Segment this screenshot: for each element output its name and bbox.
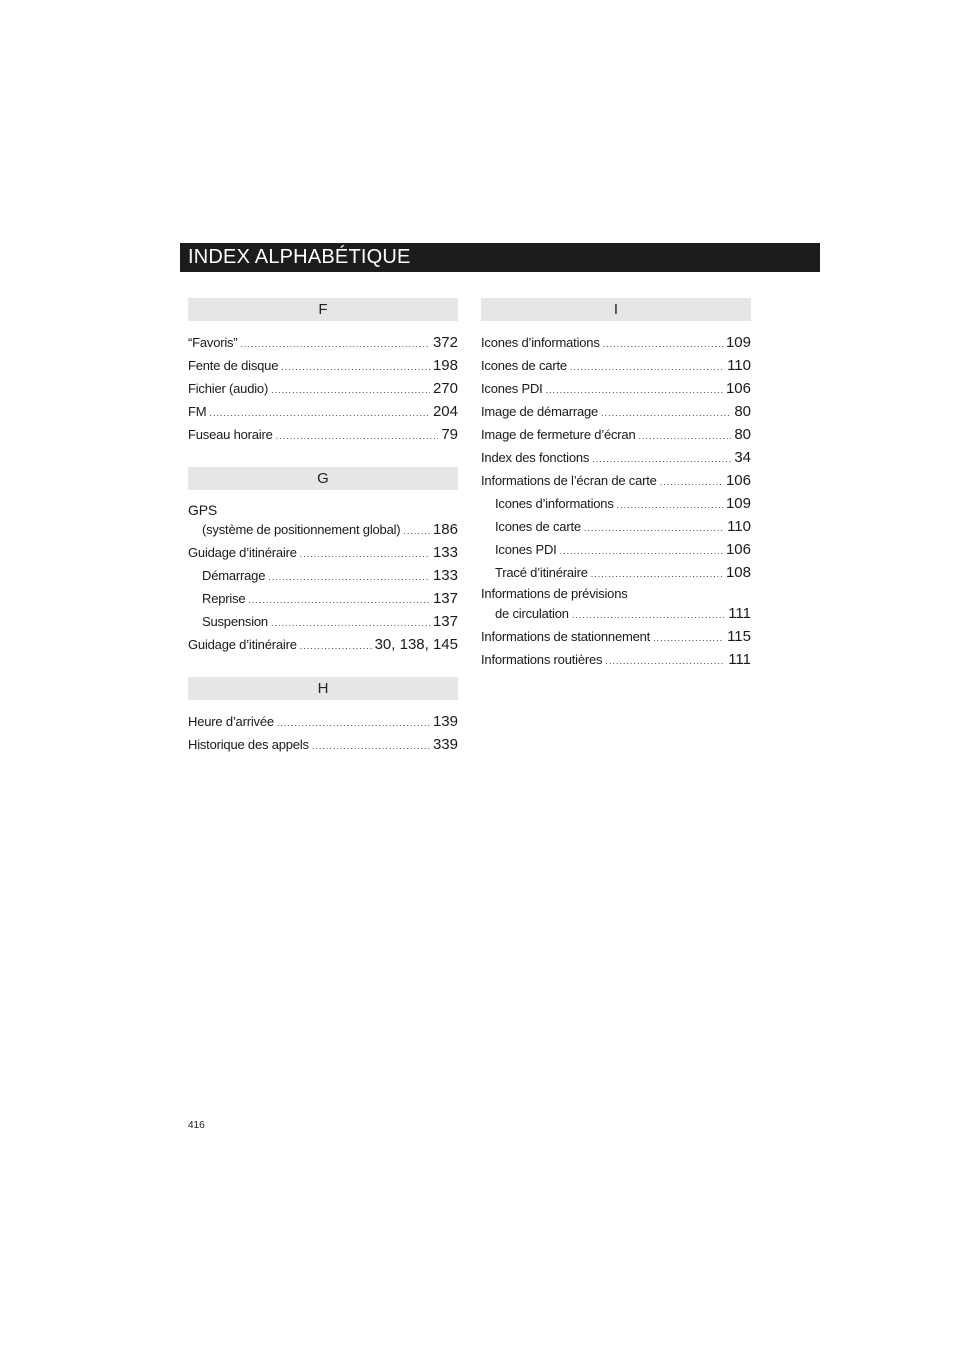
dot-leader — [276, 426, 439, 447]
entry-page: 109 — [725, 334, 751, 351]
entry-label: Icones de carte — [495, 519, 581, 534]
entry-page: 115 — [727, 628, 751, 645]
entry-heading-previsions[interactable]: Informations de prévisions — [481, 586, 628, 601]
page-number: 416 — [188, 1120, 205, 1131]
dot-leader — [639, 426, 732, 447]
section-letter-h: H — [188, 677, 458, 700]
dot-leader — [591, 564, 723, 585]
dot-leader — [209, 403, 430, 424]
entry-label: Index des fonctions — [481, 450, 590, 465]
index-subentry[interactable] — [481, 516, 751, 539]
entry-label: Démarrage — [202, 568, 266, 583]
entry-label: Fuseau horaire — [188, 427, 273, 442]
entry-page: 133 — [432, 544, 458, 561]
entry-page: 139 — [432, 713, 458, 730]
section-i-entries — [481, 332, 751, 672]
entry-label: Fichier (audio) — [188, 381, 269, 396]
dot-leader — [271, 613, 430, 634]
entry-page: 339 — [432, 736, 458, 753]
dot-leader — [300, 636, 372, 657]
index-entry[interactable] — [481, 626, 751, 649]
index-subentry[interactable] — [481, 562, 751, 585]
entry-page: 106 — [725, 472, 751, 489]
entry-label: Image de fermeture d’écran — [481, 427, 636, 442]
entry-label: Reprise — [202, 591, 246, 606]
header-bar — [180, 243, 820, 272]
entry-label: Fente de disque — [188, 358, 279, 373]
index-entry[interactable] — [188, 401, 458, 424]
entry-page: 109 — [725, 495, 751, 512]
entry-page: 137 — [432, 613, 458, 630]
index-column-left — [188, 298, 458, 757]
entry-page: 106 — [725, 380, 751, 397]
entry-label: Informations routières — [481, 652, 603, 667]
index-entry[interactable] — [188, 519, 458, 542]
entry-page: 186 — [432, 521, 458, 538]
section-f-entries — [188, 332, 458, 447]
dot-leader — [605, 651, 725, 672]
index-entry[interactable] — [481, 424, 751, 447]
dot-leader — [601, 403, 731, 424]
section-gap — [188, 657, 458, 677]
index-subentry[interactable] — [188, 565, 458, 588]
dot-leader — [300, 544, 430, 565]
entry-heading-gps[interactable]: GPS — [188, 502, 217, 518]
index-entry[interactable] — [188, 355, 458, 378]
page-title: INDEX ALPHABÉTIQUE — [188, 246, 411, 268]
index-entry[interactable] — [188, 332, 458, 355]
entry-page: 110 — [727, 518, 751, 535]
index-entry[interactable] — [481, 603, 751, 626]
dot-leader — [617, 495, 723, 516]
index-entry[interactable] — [188, 378, 458, 401]
entry-label: Suspension — [202, 614, 268, 629]
dot-leader — [603, 334, 723, 355]
entry-label: Informations de l’écran de carte — [481, 473, 657, 488]
dot-leader — [268, 567, 430, 588]
index-entry[interactable] — [481, 401, 751, 424]
entry-page: 106 — [725, 541, 751, 558]
dot-leader — [240, 334, 429, 355]
entry-page: 79 — [441, 426, 458, 443]
index-subentry[interactable] — [188, 611, 458, 634]
entry-label: “Favoris” — [188, 335, 238, 350]
entry-label: Image de démarrage — [481, 404, 599, 419]
index-entry[interactable] — [481, 355, 751, 378]
entry-label: Icones de carte — [481, 358, 567, 373]
dot-leader — [277, 713, 430, 734]
entry-page: 108 — [725, 564, 751, 581]
entry-label: Icones PDI — [495, 542, 557, 557]
index-subentry[interactable] — [188, 588, 458, 611]
entry-page: 34 — [734, 449, 751, 466]
dot-leader — [584, 518, 724, 539]
index-entry[interactable] — [188, 542, 458, 565]
index-entry[interactable] — [481, 649, 751, 672]
entry-label: Informations de stationnement — [481, 629, 651, 644]
entry-label: Guidage d’itinéraire — [188, 545, 297, 560]
dot-leader — [572, 605, 725, 626]
entry-page: 80 — [734, 426, 751, 443]
dot-leader — [570, 357, 724, 378]
index-column-right — [481, 298, 751, 672]
dot-leader — [660, 472, 723, 493]
index-entry[interactable] — [188, 734, 458, 757]
index-subentry[interactable] — [481, 493, 751, 516]
entry-page: 30, 138, 145 — [374, 636, 458, 653]
section-letter-g: G — [188, 467, 458, 490]
dot-leader — [281, 357, 430, 378]
index-entry[interactable] — [188, 424, 458, 447]
entry-page: 372 — [432, 334, 458, 351]
section-gap — [188, 447, 458, 467]
entry-page: 111 — [728, 651, 751, 668]
entry-label: de circulation — [495, 606, 569, 621]
entry-label: Icones d’informations — [495, 496, 614, 511]
entry-label: Guidage d’itinéraire — [188, 637, 297, 652]
dot-leader — [560, 541, 723, 562]
index-entry[interactable] — [481, 470, 751, 493]
dot-leader — [312, 736, 430, 757]
section-g-entries — [188, 501, 458, 657]
section-letter-i: I — [481, 298, 751, 321]
entry-label: Historique des appels — [188, 737, 309, 752]
entry-page: 198 — [432, 357, 458, 374]
entry-label: Tracé d’itinéraire — [495, 565, 588, 580]
entry-page: 137 — [432, 590, 458, 607]
entry-label: Heure d’arrivée — [188, 714, 274, 729]
entry-page: 80 — [734, 403, 751, 420]
section-letter-f: F — [188, 298, 458, 321]
entry-page: 133 — [432, 567, 458, 584]
index-entry[interactable] — [188, 711, 458, 734]
section-h-entries — [188, 711, 458, 757]
entry-page: 110 — [727, 357, 751, 374]
entry-label: Icones PDI — [481, 381, 543, 396]
dot-leader — [653, 628, 724, 649]
entry-label: FM — [188, 404, 207, 419]
dot-leader — [271, 380, 430, 401]
index-entry[interactable] — [188, 634, 458, 657]
dot-leader — [248, 590, 430, 611]
index-entry[interactable] — [481, 332, 751, 355]
entry-page: 204 — [432, 403, 458, 420]
entry-label: Icones d’informations — [481, 335, 600, 350]
index-entry[interactable] — [481, 378, 751, 401]
entry-page: 111 — [728, 605, 751, 622]
dot-leader — [592, 449, 731, 470]
dot-leader — [403, 521, 430, 542]
index-subentry[interactable] — [481, 539, 751, 562]
entry-label: (système de positionnement global) — [202, 522, 401, 537]
entry-page: 270 — [432, 380, 458, 397]
index-entry[interactable] — [481, 447, 751, 470]
dot-leader — [546, 380, 723, 401]
